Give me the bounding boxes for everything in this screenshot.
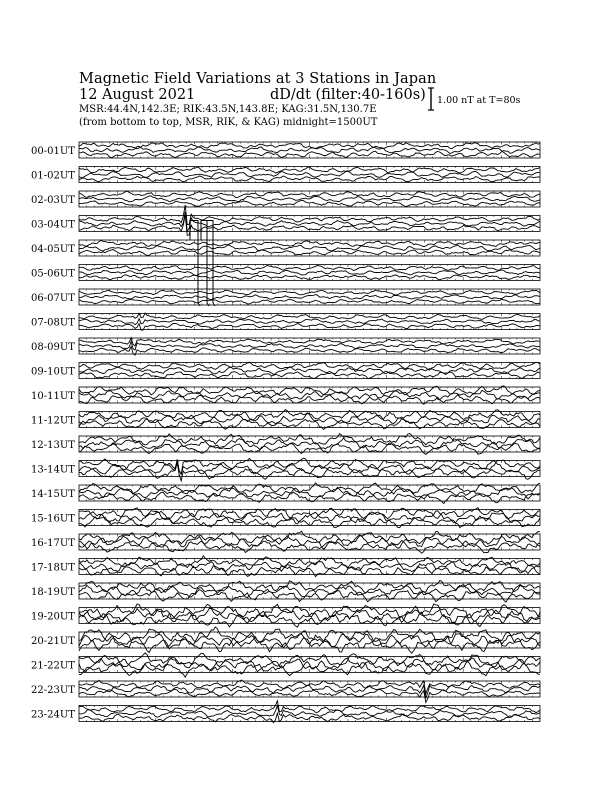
station-trace [79, 319, 540, 325]
row-label: 13-14UT [31, 464, 75, 476]
station-trace [79, 604, 540, 619]
station-trace [79, 205, 540, 225]
row-label: 02-03UT [31, 195, 75, 206]
row-label: 16-17UT [31, 538, 75, 549]
station-trace [79, 487, 540, 499]
row-label: 05-06UT [31, 268, 75, 280]
row-label: 15-16UT [31, 513, 75, 525]
row-label: 07-08UT [31, 317, 75, 329]
station-trace [79, 367, 540, 375]
station-trace [79, 562, 540, 572]
station-trace [79, 531, 540, 544]
station-trace [79, 270, 540, 275]
station-order-note: (from bottom to top, MSR, RIK, & KAG) midnight=1500UT [79, 117, 378, 128]
row-label: 12-13UT [31, 440, 75, 451]
row-label: 06-07UT [31, 293, 75, 304]
chart-quantity: dD/dt (filter:40-160s) [270, 87, 426, 103]
row-label: 10-11UT [31, 391, 75, 402]
row-label: 20-21UT [31, 636, 75, 647]
row-label: 09-10UT [31, 366, 75, 378]
row-label: 21-22UT [31, 660, 75, 672]
row-label: 11-12UT [31, 415, 75, 427]
row-label: 17-18UT [31, 562, 75, 574]
row-label: 14-15UT [31, 489, 75, 500]
row-label: 18-19UT [31, 587, 75, 598]
row-label: 22-23UT [31, 685, 75, 696]
station-trace [79, 171, 540, 177]
station-coordinates: MSR:44.4N,142.3E; RIK:43.5N,143.8E; KAG:31.5N,130.7E [79, 104, 377, 115]
station-trace [79, 516, 540, 528]
row-label: 04-05UT [31, 244, 75, 255]
row-label: 19-20UT [31, 611, 75, 623]
station-trace [79, 295, 540, 300]
row-label: 08-09UT [31, 342, 75, 353]
station-trace [79, 413, 540, 424]
scale-bar-label: 1.00 nT at T=80s [437, 95, 521, 106]
row-label: 01-02UT [31, 170, 75, 182]
row-label: 00-01UT [31, 146, 75, 157]
chart-date: 12 August 2021 [79, 87, 196, 103]
row-label: 23-24UT [31, 709, 75, 721]
chart-title: Magnetic Field Variations at 3 Stations in Japan [79, 71, 437, 87]
row-label: 03-04UT [31, 219, 75, 231]
